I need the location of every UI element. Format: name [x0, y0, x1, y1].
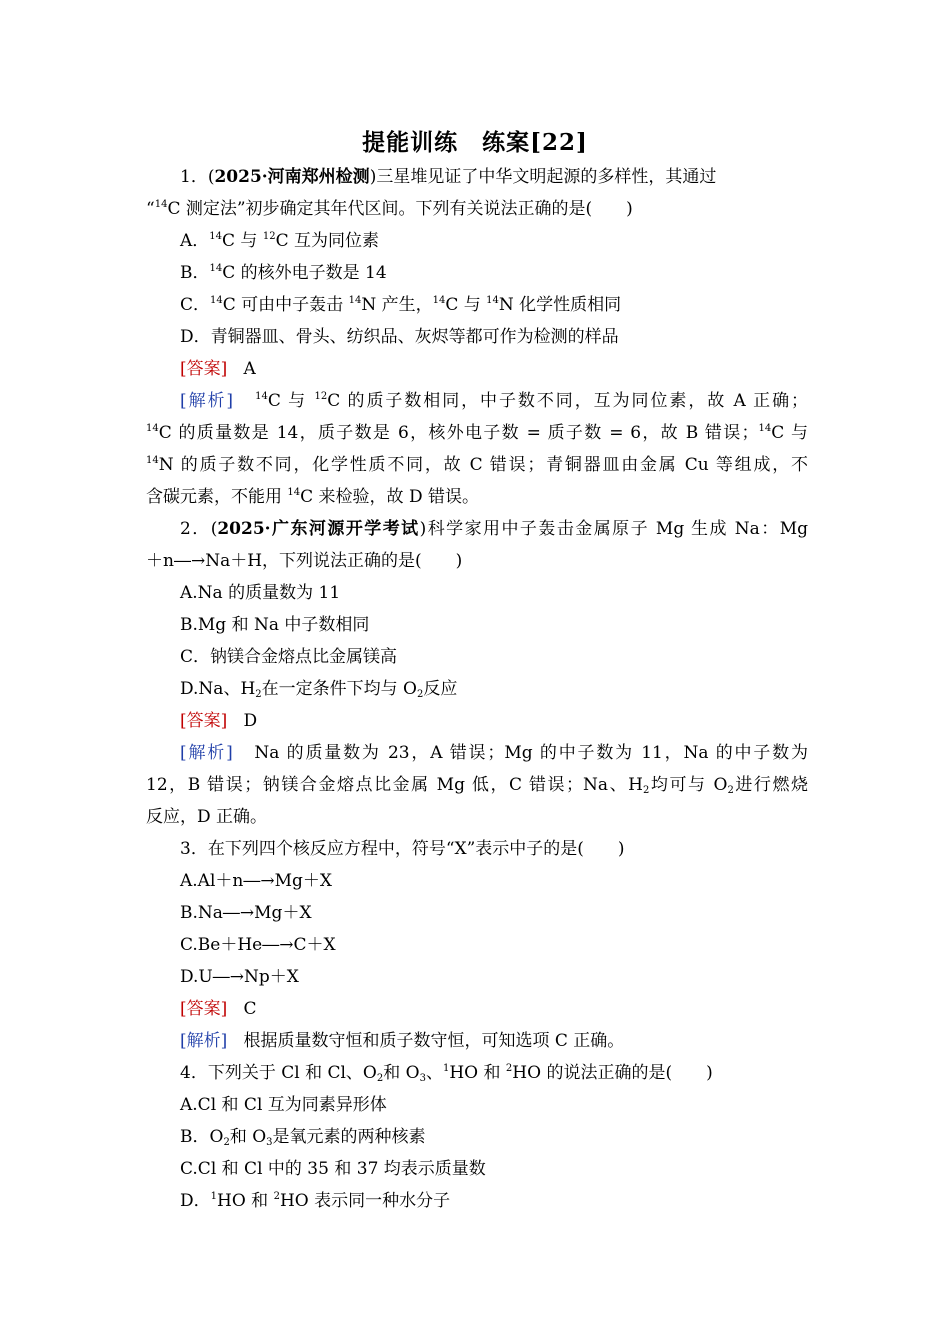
text-run: 2	[416, 689, 424, 700]
text-run: 12，B 错误；钠镁合金熔点比金属 Mg 低，C 错误；Na、H	[146, 775, 643, 795]
text-run: 4．下列关于 Cl 和 Cl、O	[180, 1063, 377, 1083]
analysis-tag: [解析]	[180, 1031, 228, 1051]
text-run: C 与	[267, 391, 315, 411]
text-run: A．	[180, 231, 210, 251]
q2-analysis-line1	[180, 742, 808, 764]
text-run: D	[243, 711, 258, 731]
answer-tag: [答案]	[180, 999, 228, 1019]
q1-analysis-line4	[146, 486, 808, 508]
text-run: 14	[146, 455, 159, 466]
text-run: 14	[287, 487, 301, 498]
text-run: 14	[210, 295, 223, 306]
q4-option-d	[180, 1190, 808, 1212]
text-run: C 来检验，故 D 错误。	[300, 487, 479, 507]
text-run: 根据质量数守恒和质子数守恒，可知选项 C 正确。	[243, 1031, 625, 1051]
q3-analysis	[180, 1030, 808, 1052]
text-run: 14	[154, 199, 168, 210]
text-run: HO 和	[217, 1191, 274, 1211]
text-run: 3	[419, 1073, 426, 1084]
q1-option-a	[180, 230, 808, 252]
text-run: 2	[727, 785, 734, 796]
page-title: 提能训练 练案[22]	[362, 129, 588, 156]
q3-option-c: C.Be＋He―→C＋X	[180, 935, 336, 955]
text-run: 和 O	[229, 1127, 267, 1147]
text-run: C 可由中子轰击	[222, 295, 349, 315]
text-run: 和 O	[383, 1063, 420, 1083]
text-run: 2	[642, 785, 650, 796]
text-run: HO 表示同一种水分子	[279, 1191, 451, 1211]
answer-tag: [答案]	[180, 711, 228, 731]
text-run: 均可与 O	[649, 775, 728, 795]
text-run: 1	[210, 1191, 218, 1202]
q4-option-c: C.Cl 和 Cl 中的 35 和 37 均表示质量数	[180, 1159, 486, 1179]
text-run: 12	[314, 391, 328, 402]
text-run: 反应	[423, 679, 458, 699]
text-run: 2．(	[180, 519, 218, 539]
q2-option-c: C．钠镁合金熔点比金属镁高	[180, 647, 398, 667]
text-run: HO 的说法正确的是( )	[512, 1063, 713, 1083]
text-run: C 的质子数相同，中子数不同，互为同位素，故 A 正确；	[327, 391, 809, 411]
text-run: C 与	[222, 231, 263, 251]
text-run: C 与	[771, 423, 808, 443]
text-run: )三星堆见证了中华文明起源的多样性，其通过	[369, 167, 717, 187]
text-run: 2	[223, 1137, 230, 1148]
text-run: B．	[180, 263, 210, 283]
q3-answer	[180, 998, 808, 1020]
q2-answer	[180, 710, 808, 732]
text-run: 14	[348, 295, 362, 306]
q3-option-d: D.U―→Np＋X	[180, 967, 299, 987]
text-run: C 的核外电子数是 14	[222, 263, 387, 283]
q2-analysis-line3: 反应，D 正确。	[146, 807, 268, 827]
q2-stem-line1	[180, 518, 808, 540]
text-run: 是氧元素的两种核素	[272, 1127, 426, 1147]
text-run: 、	[425, 1063, 443, 1083]
text-run: B．O	[180, 1127, 224, 1147]
text-run: N 产生，	[361, 295, 433, 315]
text-run: N 的质子数不同，化学性质不同，故 C 错误；青铜器皿由金属 Cu 等组成，不	[158, 455, 808, 475]
q1-analysis-line2	[146, 422, 808, 444]
text-run: 14	[255, 391, 268, 402]
text-run: 14	[758, 423, 772, 434]
text-run: C	[243, 999, 257, 1019]
text-run: D.Na、H	[180, 679, 256, 699]
text-run: 3	[266, 1137, 273, 1148]
text-run: 进行燃烧	[733, 775, 808, 795]
q1-option-d: D．青铜器皿、骨头、纺织品、灰烬等都可作为检测的样品	[180, 327, 619, 347]
text-run: 2	[376, 1073, 384, 1084]
text-run: C．	[180, 295, 211, 315]
text-run: 14	[486, 295, 499, 306]
text-run: “	[146, 199, 155, 219]
q1-answer	[180, 358, 808, 380]
q2-option-d	[180, 678, 808, 700]
analysis-tag: [解析]	[180, 391, 234, 411]
text-run: C 测定法”初步确定其年代区间。下列有关说法正确的是( )	[167, 199, 633, 219]
text-run: )科学家用中子轰击金属原子 Mg 生成 Na：Mg	[419, 519, 808, 539]
text-run: C 的质量数是 14，质子数是 6，核外电子数 = 质子数 = 6，故 B 错误；	[158, 423, 759, 443]
text-run: 14	[209, 263, 223, 274]
text-run: 2	[505, 1063, 513, 1074]
q2-analysis-line2	[146, 774, 808, 796]
text-run: 2	[273, 1191, 280, 1202]
text-run: 14	[146, 423, 159, 434]
q2-option-a: A.Na 的质量数为 11	[180, 583, 341, 603]
q4-option-a: A.Cl 和 Cl 互为同素异形体	[180, 1095, 387, 1115]
q1-stem-line2	[146, 198, 808, 220]
analysis-tag: [解析]	[180, 743, 233, 763]
q4-stem	[180, 1062, 808, 1084]
q1-source: 2025·河南郑州检测	[214, 167, 370, 187]
text-run: 1	[442, 1063, 450, 1074]
q1-option-b	[180, 262, 808, 284]
q4-option-b	[180, 1126, 808, 1148]
q3-option-a: A.Al＋n―→Mg＋X	[180, 871, 332, 891]
q1-analysis-line3	[146, 454, 808, 476]
text-run: D．	[180, 1191, 211, 1211]
text-run: Na 的质量数为 23，A 错误；Mg 的中子数为 11，Na 的中子数为	[254, 743, 808, 763]
q1-option-c	[180, 294, 808, 316]
text-run: 2	[255, 689, 262, 700]
q2-stem-line2: ＋n―→Na＋H，下列说法正确的是( )	[146, 551, 463, 571]
text-run: 在一定条件下均与 O	[261, 679, 417, 699]
text-run: C 与	[445, 295, 487, 315]
text-run: A	[243, 359, 256, 379]
q1-analysis-line1	[180, 390, 808, 412]
text-run: 14	[209, 231, 223, 242]
text-run: 含碳元素，不能用	[146, 487, 288, 507]
q2-source: 2025·广东河源开学考试	[217, 519, 420, 539]
text-run: 12	[262, 231, 276, 242]
text-run: 14	[432, 295, 446, 306]
text-run: C 互为同位素	[275, 231, 379, 251]
q3-stem: 3．在下列四个核反应方程中，符号“X”表示中子的是( )	[180, 839, 625, 859]
text-run: 1．(	[180, 167, 215, 187]
q3-option-b: B.Na―→Mg＋X	[180, 903, 312, 923]
q1-stem-line1	[180, 166, 808, 188]
q2-option-b: B.Mg 和 Na 中子数相同	[180, 615, 370, 635]
text-run: N 化学性质相同	[498, 295, 622, 315]
answer-tag: [答案]	[180, 359, 228, 379]
text-run: HO 和	[449, 1063, 506, 1083]
